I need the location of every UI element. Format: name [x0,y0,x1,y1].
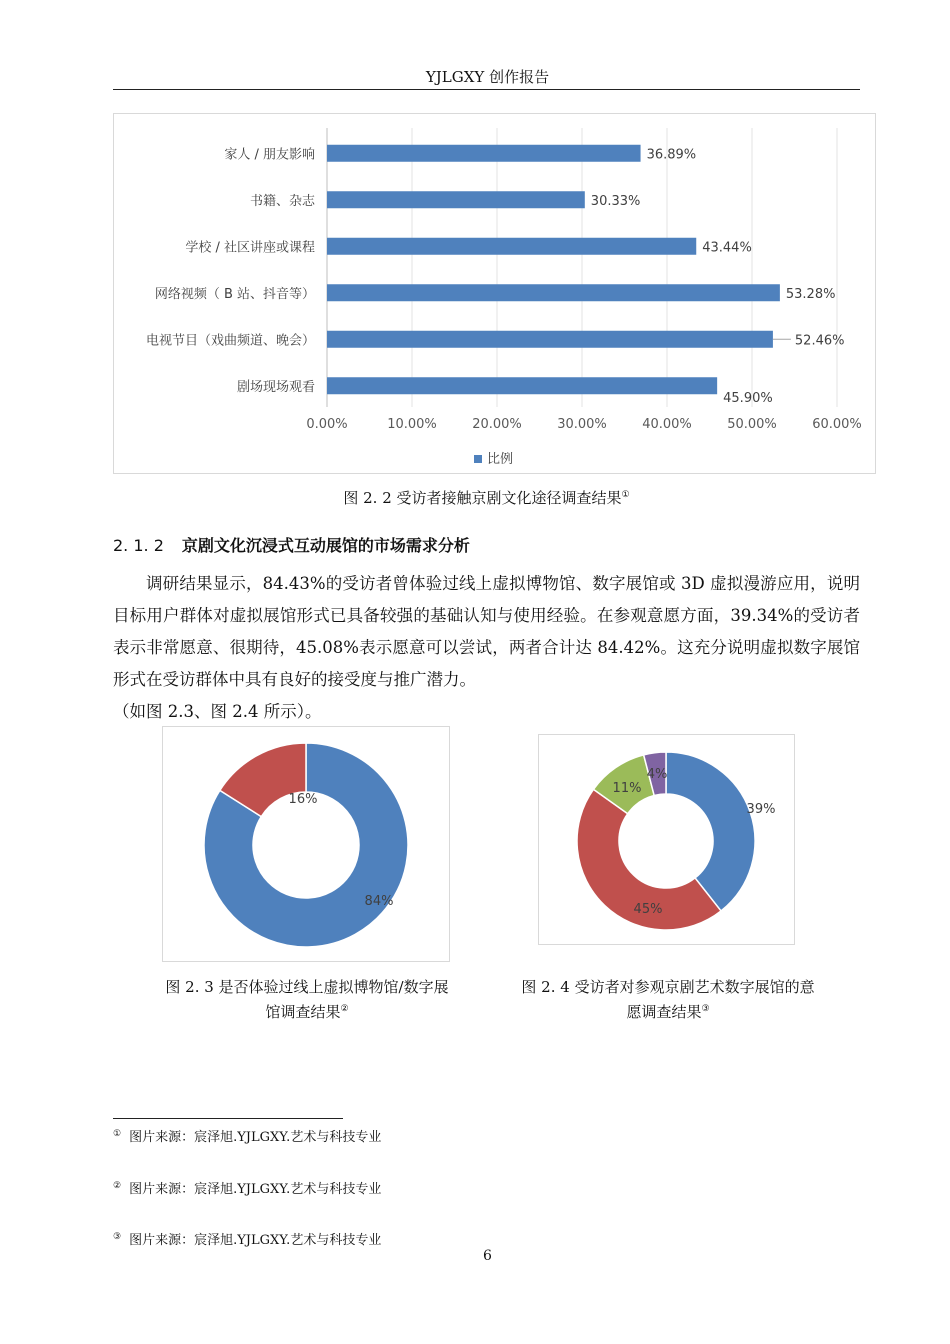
paragraph-body: 调研结果显示，84.43%的受访者曾体验过线上虚拟博物馆、数字展馆或 3D 虚拟漫游应用，说明目标用户群体对虚拟展馆形式已具备较强的基础认知与使用经验。在参观意愿方面，39.34%的受访者表示非常愿意、很期待，45.08%表示愿意可以尝试，两者合计达 84.42%。这充分说明虚拟数字展馆形式在受访群体中具有良好的接受度与推广潜力。 [113,574,860,689]
bar [327,145,641,162]
data-label: 43.44% [702,240,752,256]
bar [327,284,780,301]
section-heading [113,533,470,556]
legend-label: 比例 [487,452,514,467]
fig-2-4-caption: 图 2. 4 受访者对参观京剧艺术数字展馆的意 愿调查结果③ [521,978,815,1021]
data-label: 36.89% [646,147,697,163]
slice-label: 16% [288,792,318,807]
x-tick-label: 20.00% [472,417,522,432]
fig-2-3-caption: 图 2. 3 是否体验过线上虚拟博物馆/数字展 馆调查结果② [165,978,449,1021]
bar [327,191,585,208]
header-rule [113,89,860,90]
footnote-rule [113,1118,343,1119]
x-tick-label: 50.00% [727,417,777,432]
slice-label: 45% [633,902,663,917]
y-category-label: 学校 / 社区讲座或课程 [185,240,315,256]
donut-chart-2-3-frame [162,726,450,962]
x-tick-label: 0.00% [306,417,348,432]
donut-chart-2-3 [163,727,449,961]
data-label: 53.28% [785,286,836,302]
data-label: 30.33% [590,193,641,209]
y-category-label: 网络视频（ B 站、抖音等） [154,286,315,302]
x-tick-label: 10.00% [387,417,437,432]
body-paragraph [113,568,860,728]
bar-chart-frame [113,113,876,474]
fig-2-2-caption: 图 2. 2 受访者接触京剧文化途径调查结果① [343,489,630,507]
footnote-2: ② 图片来源：宸泽旭.YJLGXY.艺术与科技专业 [113,1180,382,1197]
footnote-3: ③ 图片来源：宸泽旭.YJLGXY.艺术与科技专业 [113,1231,382,1248]
x-tick-label: 40.00% [642,417,692,432]
y-category-label: 电视节目（戏曲频道、晚会） [145,333,315,349]
x-tick-label: 30.00% [557,417,607,432]
data-label: 45.90% [723,390,773,406]
page-header: YJLGXY 创作报告 [425,68,550,86]
slice-label: 39% [746,802,776,817]
slice-label: 11% [612,781,642,796]
bar [327,238,696,255]
section-title: 京剧文化沉浸式互动展馆的市场需求分析 [181,536,470,555]
bar [327,331,773,348]
footnote-1: ① 图片来源：宸泽旭.YJLGXY.艺术与科技专业 [113,1128,382,1145]
data-label: 52.46% [794,333,845,349]
x-tick-label: 60.00% [812,417,862,432]
y-category-label: 家人 / 朋友影响 [224,147,315,163]
bar [327,377,717,394]
paragraph-tail: （如图 2.3、图 2.4 所示）。 [113,702,322,721]
donut-chart-2-4 [539,735,794,944]
legend-swatch [474,455,482,463]
donut-chart-2-4-frame [538,734,795,945]
bar-chart [114,114,875,473]
slice-label: 84% [364,894,394,909]
y-category-label: 书籍、杂志 [249,193,315,209]
section-number: 2. 1. 2 [113,536,164,555]
page-number: 6 [483,1248,492,1264]
slice-label: 4% [646,767,668,782]
y-category-label: 剧场现场观看 [236,379,315,395]
